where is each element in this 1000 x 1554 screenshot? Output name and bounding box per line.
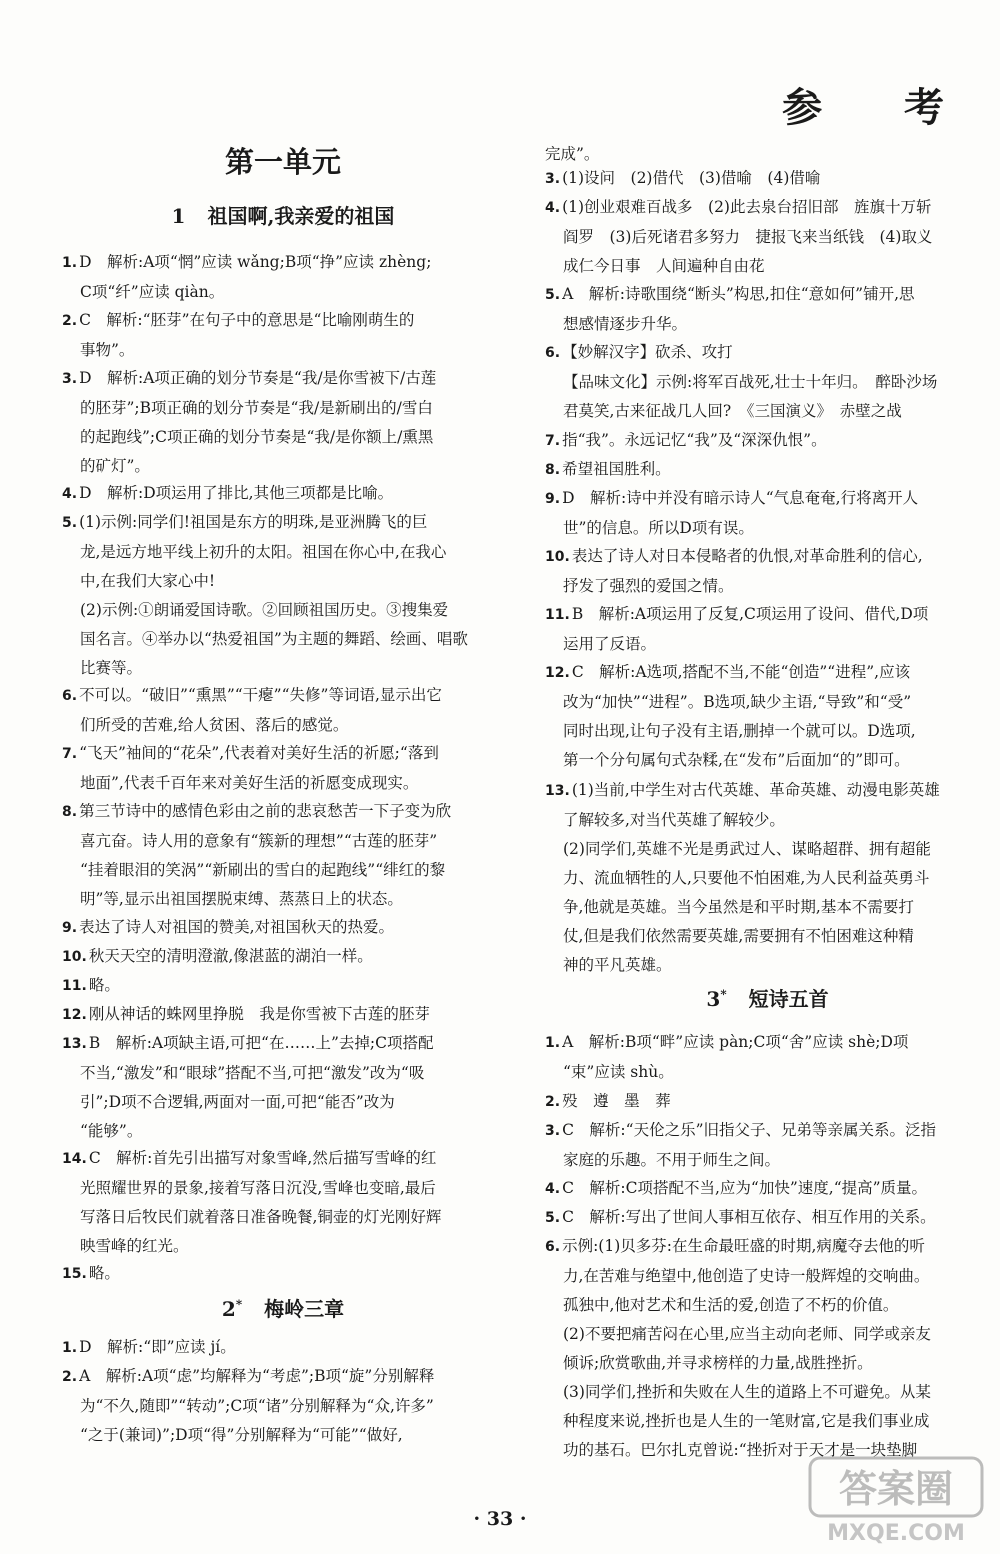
answer-number: 4. bbox=[545, 1181, 561, 1197]
answer-text: 们所受的苦难,给人贫困、落后的感觉。 bbox=[80, 716, 349, 734]
answer-number: 1. bbox=[62, 1340, 78, 1356]
answer-line bbox=[62, 1203, 504, 1232]
answer-number: 1. bbox=[545, 1035, 561, 1051]
answer-text: A 解析:诗歌围绕“断头”构思,扣住“意如何”铺开,思 bbox=[562, 285, 915, 303]
answer-line bbox=[545, 1203, 990, 1233]
answer-line bbox=[62, 1117, 504, 1146]
answer-line bbox=[62, 567, 504, 596]
answer-line bbox=[545, 484, 990, 514]
answer-item bbox=[545, 658, 990, 775]
answer-text: 想感情逐步升华。 bbox=[563, 315, 688, 333]
answer-line bbox=[545, 223, 990, 252]
answer-line bbox=[545, 1378, 990, 1407]
answer-text: D 解析:A项正确的划分节奏是“我/是你雪被下/古莲 bbox=[79, 369, 437, 387]
answer-item bbox=[62, 1144, 504, 1261]
answer-text: 第三节诗中的感情色彩由之前的悲哀愁苦一下子变为欣 bbox=[79, 802, 452, 820]
section-name: 短诗五首 bbox=[748, 987, 829, 1011]
answer-item bbox=[62, 681, 504, 740]
answer-text: 的胚芽”;B项正确的划分节奏是“我/是新刷出的/雪白 bbox=[80, 399, 433, 417]
answer-line bbox=[62, 306, 504, 336]
answer-number: 5. bbox=[62, 515, 78, 531]
answer-text: 阎罗 (3)后死诸君多努力 捷报飞来当纸钱 (4)取义 bbox=[563, 228, 933, 246]
answer-number: 4. bbox=[62, 486, 78, 502]
answer-item bbox=[62, 913, 504, 943]
answer-number: 2. bbox=[62, 1369, 78, 1385]
answer-item bbox=[62, 248, 504, 307]
answer-text: “挂着眼泪的笑涡”“新刷出的雪白的起跑线”“绯红的黎 bbox=[80, 861, 446, 879]
answer-text: 光照耀世界的景象,接着写落日沉没,雪峰也变暗,最后 bbox=[80, 1179, 436, 1197]
answer-line bbox=[62, 654, 504, 683]
answer-line bbox=[62, 423, 504, 452]
answer-line bbox=[62, 1392, 504, 1421]
answer-text: 国名言。④举办以“热爱祖国”为主题的舞蹈、绘画、唱歌 bbox=[80, 630, 468, 648]
answer-line bbox=[62, 364, 504, 394]
answer-text: C 解析:首先引出描写对象雪峰,然后描写雪峰的红 bbox=[88, 1149, 437, 1167]
answer-text: 比赛等。 bbox=[80, 659, 143, 677]
answer-item bbox=[545, 193, 990, 281]
answer-item bbox=[62, 508, 504, 683]
section-name: 祖国啊,我亲爱的祖国 bbox=[207, 204, 395, 228]
answer-line bbox=[545, 1146, 990, 1175]
header-title: 参 考 bbox=[782, 84, 978, 131]
answer-text: 希望祖国胜利。 bbox=[562, 460, 671, 478]
answer-text: 略。 bbox=[88, 1264, 120, 1282]
answer-number: 4. bbox=[545, 200, 561, 216]
answer-text: 的起跑线”;C项正确的划分节奏是“我/是你额上/熏黑 bbox=[80, 428, 434, 446]
answer-number: 6. bbox=[545, 1239, 561, 1255]
answer-text: 地面”,代表千百年来对美好生活的祈愿变成现实。 bbox=[80, 774, 419, 792]
answer-line bbox=[62, 1000, 504, 1030]
answer-text: (1)创业艰难百战多 (2)此去泉台招旧部 旌旗十万斩 bbox=[562, 198, 932, 216]
answer-item bbox=[545, 426, 990, 456]
answer-item bbox=[62, 1333, 504, 1363]
answer-text: 【品味文化】示例:将军百战死,壮士十年归。 醉卧沙场 bbox=[563, 373, 938, 391]
answer-number: 14. bbox=[62, 1151, 87, 1167]
answer-text: D 解析:A项“惘”应读 wǎng;B项“挣”应读 zhèng; bbox=[79, 253, 432, 271]
answer-line bbox=[545, 426, 990, 456]
answer-text: 成仁今日事 人间遍种自由花 bbox=[563, 257, 765, 275]
answer-line bbox=[545, 1407, 990, 1436]
answer-text: “之于(兼词)”;D项“得”分别解释为“可能”“做好, bbox=[80, 1426, 403, 1444]
answer-line bbox=[545, 455, 990, 485]
answer-line bbox=[62, 452, 504, 481]
answer-number: 2. bbox=[545, 1094, 561, 1110]
answer-text: 了解较多,对当代英雄了解较少。 bbox=[563, 811, 785, 829]
answer-line bbox=[545, 864, 990, 893]
answer-text: “束”应读 shù。 bbox=[563, 1063, 674, 1081]
answer-line bbox=[62, 625, 504, 654]
answer-text: “飞天”袖间的“花朵”,代表着对美好生活的祈愿;“落到 bbox=[79, 744, 439, 762]
answer-line bbox=[545, 1262, 990, 1291]
answer-text: 不可以。“破旧”“熏黑”“干瘪”“失修”等词语,显示出它 bbox=[79, 686, 442, 704]
answer-item bbox=[62, 1029, 504, 1146]
answer-line bbox=[545, 688, 990, 717]
answer-line bbox=[62, 769, 504, 798]
answer-line bbox=[62, 1333, 504, 1363]
answer-number: 6. bbox=[545, 345, 561, 361]
answer-text: (2)不要把痛苦闷在心里,应当主动向老师、同学或亲友 bbox=[563, 1325, 931, 1343]
answer-number: 6. bbox=[62, 688, 78, 704]
answer-text: 运用了反语。 bbox=[563, 635, 657, 653]
answer-text: (2)示例:①朗诵爱国诗歌。②回顾祖国历史。③搜集爱 bbox=[80, 601, 449, 619]
answer-line bbox=[545, 658, 990, 688]
answer-text: A 解析:A项“虑”均解释为“考虑”;B项“旋”分别解释 bbox=[79, 1367, 435, 1385]
section-name: 梅岭三章 bbox=[264, 1297, 345, 1321]
answer-text: C 解析:“胚芽”在句子中的意思是“比喻刚萌生的 bbox=[79, 311, 415, 329]
answer-line bbox=[62, 942, 504, 972]
answer-line bbox=[62, 739, 504, 769]
section-title-3 bbox=[545, 983, 990, 1012]
answer-line bbox=[545, 1028, 990, 1058]
answer-text: D 解析:诗中并没有暗示诗人“气息奄奄,行将离开人 bbox=[562, 489, 919, 507]
answer-line bbox=[545, 338, 990, 368]
answer-text: 指“我”。永远记忆“我”及“深深仇恨”。 bbox=[562, 431, 827, 449]
answer-text: 力、流血牺牲的人,只要他不怕困难,为人民利益英勇斗 bbox=[563, 869, 930, 887]
answer-number: 3. bbox=[545, 1123, 561, 1139]
answer-line bbox=[545, 1320, 990, 1349]
answer-text: B 解析:A项缺主语,可把“在……上”去掉;C项搭配 bbox=[88, 1034, 434, 1052]
answer-item bbox=[62, 1259, 504, 1289]
section-title-1 bbox=[62, 200, 504, 229]
answer-line bbox=[545, 164, 990, 194]
answer-text: 完成”。 bbox=[545, 145, 600, 163]
answer-text: 为“不久,随即”“转动”;C项“诸”分别解释为“众,许多” bbox=[80, 1397, 434, 1415]
answer-number: 10. bbox=[62, 949, 87, 965]
answer-text: 明”等,显示出祖国摆脱束缚、蒸蒸日上的状态。 bbox=[80, 890, 403, 908]
answer-line bbox=[62, 681, 504, 711]
answer-text: C 解析:“天伦之乐”旧指父子、兄弟等亲属关系。泛指 bbox=[562, 1121, 936, 1139]
watermark-logo bbox=[806, 1454, 986, 1546]
answer-text: 表达了诗人对日本侵略者的仇恨,对革命胜利的信心, bbox=[571, 547, 923, 565]
answer-text: 抒发了强烈的爱国之情。 bbox=[563, 577, 734, 595]
answer-line bbox=[545, 252, 990, 281]
answer-line bbox=[545, 310, 990, 339]
answer-line bbox=[545, 397, 990, 426]
section-number: 3* bbox=[706, 987, 727, 1011]
answer-item bbox=[62, 479, 504, 509]
answer-item bbox=[62, 1000, 504, 1030]
answer-text: 改为“加快”“进程”。B选项,缺少主语,“导致”和“受” bbox=[563, 693, 912, 711]
answer-text: C项“纤”应读 qiàn。 bbox=[80, 283, 225, 301]
answer-line bbox=[545, 630, 990, 659]
answer-text: 中,在我们大家心中! bbox=[80, 572, 216, 590]
answer-text: 喜亢奋。诗人用的意象有“簇新的理想”“古莲的胚芽” bbox=[80, 832, 438, 850]
answer-text: 写落日后牧民们就着落日准备晚餐,铜壶的灯光刚好辉 bbox=[80, 1208, 442, 1226]
answer-number: 9. bbox=[545, 491, 561, 507]
answer-text: B 解析:A项运用了反复,C项运用了设问、借代,D项 bbox=[571, 605, 929, 623]
answer-item bbox=[545, 164, 990, 194]
section-title-2 bbox=[62, 1293, 504, 1322]
answer-number: 3. bbox=[545, 171, 561, 187]
answer-number: 12. bbox=[545, 665, 570, 681]
answer-text: 秋天天空的清明澄澈,像湛蓝的湖泊一样。 bbox=[88, 947, 373, 965]
answer-item bbox=[62, 942, 504, 972]
answer-line bbox=[545, 1349, 990, 1378]
answer-line bbox=[62, 1259, 504, 1289]
page-number: · 33 · bbox=[473, 1508, 527, 1530]
answer-text: 映雪峰的红光。 bbox=[80, 1237, 189, 1255]
answer-line bbox=[62, 248, 504, 278]
answer-item bbox=[62, 364, 504, 481]
answer-text: 功的基石。巴尔扎克曾说:“挫折对于天才是一块垫脚 bbox=[563, 1441, 918, 1459]
answer-text: A 解析:B项“畔”应读 pàn;C项“舍”应读 shè;D项 bbox=[562, 1033, 909, 1051]
answer-line bbox=[62, 1144, 504, 1174]
answer-text: 不当,“激发”和“眼球”搭配不当,可把“激发”改为“吸 bbox=[80, 1064, 425, 1082]
answer-number: 8. bbox=[62, 804, 78, 820]
answer-line bbox=[62, 971, 504, 1001]
answer-text: 力,在苦难与绝望中,他创造了史诗一般辉煌的交响曲。 bbox=[563, 1267, 930, 1285]
answer-number: 8. bbox=[545, 462, 561, 478]
answer-item bbox=[545, 280, 990, 339]
answer-item bbox=[62, 1362, 504, 1450]
answer-line bbox=[62, 827, 504, 856]
answer-line bbox=[545, 951, 990, 980]
answer-text: (3)同学们,挫折和失败在人生的道路上不可避免。从某 bbox=[563, 1383, 931, 1401]
answer-number: 9. bbox=[62, 920, 78, 936]
answer-item bbox=[545, 542, 990, 601]
answer-line bbox=[545, 835, 990, 864]
answer-line bbox=[545, 1291, 990, 1320]
answer-item bbox=[545, 776, 990, 980]
answer-line bbox=[62, 711, 504, 740]
answer-text: (1)示例:同学们!祖国是东方的明珠,是亚洲腾飞的巨 bbox=[79, 513, 428, 531]
answer-line bbox=[62, 1174, 504, 1203]
answer-number: 11. bbox=[545, 607, 570, 623]
answer-text: C 解析:A选项,搭配不当,不能“创造”“进程”,应该 bbox=[571, 663, 911, 681]
answer-line bbox=[545, 193, 990, 223]
answer-line bbox=[62, 1029, 504, 1059]
answer-text: (1)设问 (2)借代 (3)借喻 (4)借喻 bbox=[562, 169, 821, 187]
answer-text: “能够”。 bbox=[80, 1122, 143, 1140]
answer-line bbox=[62, 1232, 504, 1261]
watermark-text: 答案圈 bbox=[838, 1467, 954, 1511]
answer-text: 君莫笑,古来征战几人回? 《三国演义》 赤壁之战 bbox=[563, 402, 902, 420]
answer-line bbox=[62, 508, 504, 538]
answer-item bbox=[62, 797, 504, 914]
answer-text: 【妙解汉字】砍杀、攻打 bbox=[562, 343, 733, 361]
answer-text: 引”;D项不合逻辑,两面对一面,可把“能否”改为 bbox=[80, 1093, 395, 1111]
answer-text: 殁 遵 墨 葬 bbox=[562, 1092, 671, 1110]
answer-text: 家庭的乐趣。不用于师生之间。 bbox=[563, 1151, 781, 1169]
answer-line bbox=[545, 717, 990, 746]
answer-number: 15. bbox=[62, 1266, 87, 1282]
answer-item bbox=[545, 1087, 990, 1117]
answer-line bbox=[545, 542, 990, 572]
answer-text: 略。 bbox=[88, 976, 120, 994]
answer-item bbox=[545, 1203, 990, 1233]
answer-line bbox=[545, 1087, 990, 1117]
answer-text: 世”的信息。所以D项有误。 bbox=[563, 519, 754, 537]
answer-text: 神的平凡英雄。 bbox=[563, 956, 672, 974]
answer-item bbox=[545, 484, 990, 543]
answer-line bbox=[545, 368, 990, 397]
answer-number: 7. bbox=[62, 746, 78, 762]
answer-text: C 解析:写出了世间人事相互依存、相互作用的关系。 bbox=[562, 1208, 936, 1226]
answer-text: 争,他就是英雄。当今虽然是和平时期,基本不需要打 bbox=[563, 898, 914, 916]
answer-line bbox=[62, 394, 504, 423]
answer-item bbox=[545, 1232, 990, 1465]
answer-line bbox=[545, 776, 990, 806]
answer-number: 5. bbox=[545, 287, 561, 303]
answer-line bbox=[545, 1174, 990, 1204]
answer-text: 同时出现,让句子没有主语,删掉一个就可以。D选项, bbox=[563, 722, 916, 740]
answer-line bbox=[545, 893, 990, 922]
answer-item bbox=[545, 455, 990, 485]
answer-line bbox=[62, 596, 504, 625]
answer-line bbox=[545, 922, 990, 951]
answer-item bbox=[545, 1116, 990, 1175]
answer-line bbox=[545, 514, 990, 543]
answer-line bbox=[62, 913, 504, 943]
answer-text: 表达了诗人对祖国的赞美,对祖国秋天的热爱。 bbox=[79, 918, 394, 936]
answer-line bbox=[545, 746, 990, 775]
answer-item bbox=[62, 306, 504, 365]
answer-line bbox=[62, 1421, 504, 1450]
answer-line bbox=[62, 1088, 504, 1117]
answer-line bbox=[62, 856, 504, 885]
answer-line bbox=[62, 1362, 504, 1392]
answer-text: (1)当前,中学生对古代英雄、革命英雄、动漫电影英雄 bbox=[571, 781, 940, 799]
answer-number: 13. bbox=[545, 783, 570, 799]
answer-number: 13. bbox=[62, 1036, 87, 1052]
answer-number: 11. bbox=[62, 978, 87, 994]
answer-text: 的矿灯”。 bbox=[80, 457, 150, 475]
answer-number: 2. bbox=[62, 313, 78, 329]
answer-line bbox=[545, 1232, 990, 1262]
answer-line bbox=[62, 479, 504, 509]
answer-line bbox=[62, 278, 504, 307]
answer-item bbox=[62, 739, 504, 798]
answer-line bbox=[62, 336, 504, 365]
answer-line bbox=[545, 1116, 990, 1146]
answer-line bbox=[545, 806, 990, 835]
answer-text: D 解析:“即”应读 jí。 bbox=[79, 1338, 236, 1356]
answer-line bbox=[545, 280, 990, 310]
answer-text: 倾诉;欣赏歌曲,并寻求榜样的力量,战胜挫折。 bbox=[563, 1354, 873, 1372]
answer-text: C 解析:C项搭配不当,应为“加快”速度,“提高”质量。 bbox=[562, 1179, 928, 1197]
answer-item bbox=[545, 1028, 990, 1087]
answer-item bbox=[62, 971, 504, 1001]
answer-text: 仗,但是我们依然需要英雄,需要拥有不怕困难这种精 bbox=[563, 927, 914, 945]
section-number: 2* bbox=[221, 1297, 243, 1321]
answer-text: 孤独中,他对艺术和生活的爱,创造了不朽的价值。 bbox=[563, 1296, 899, 1314]
answer-number: 5. bbox=[545, 1210, 561, 1226]
answer-text: (2)同学们,英雄不光是勇武过人、谋略超群、拥有超能 bbox=[563, 840, 931, 858]
answer-number: 7. bbox=[545, 433, 561, 449]
answer-text: 刚从神话的蛛网里挣脱 我是你雪被下古莲的胚芽 bbox=[88, 1005, 430, 1023]
answer-line bbox=[62, 538, 504, 567]
watermark-url: MXQE.COM bbox=[827, 1521, 965, 1546]
answer-item bbox=[545, 338, 990, 426]
answer-line bbox=[545, 572, 990, 601]
answer-text: 龙,是远方地平线上初升的太阳。祖国在你心中,在我心 bbox=[80, 543, 447, 561]
answer-text: D 解析:D项运用了排比,其他三项都是比喻。 bbox=[79, 484, 394, 502]
answer-number: 10. bbox=[545, 549, 570, 565]
answer-text: 种程度来说,挫折也是人生的一笔财富,它是我们事业成 bbox=[563, 1412, 930, 1430]
answer-number: 12. bbox=[62, 1007, 87, 1023]
answer-number: 3. bbox=[62, 371, 78, 387]
answer-text: 第一个分句属句式杂糅,在“发布”后面加“的”即可。 bbox=[563, 751, 910, 769]
answer-text: 示例:(1)贝多芬:在生命最旺盛的时期,病魔夺去他的听 bbox=[562, 1237, 925, 1255]
answer-line bbox=[545, 600, 990, 630]
answer-item bbox=[545, 600, 990, 659]
unit-title: 第一单元 bbox=[224, 145, 341, 179]
answer-line bbox=[62, 797, 504, 827]
section-number: 1 bbox=[171, 204, 186, 228]
answer-text: 事物”。 bbox=[80, 341, 135, 359]
answer-line bbox=[62, 1059, 504, 1088]
answer-line bbox=[62, 885, 504, 914]
answer-line bbox=[545, 1058, 990, 1087]
answer-item bbox=[545, 1174, 990, 1204]
answer-number: 1. bbox=[62, 255, 78, 271]
